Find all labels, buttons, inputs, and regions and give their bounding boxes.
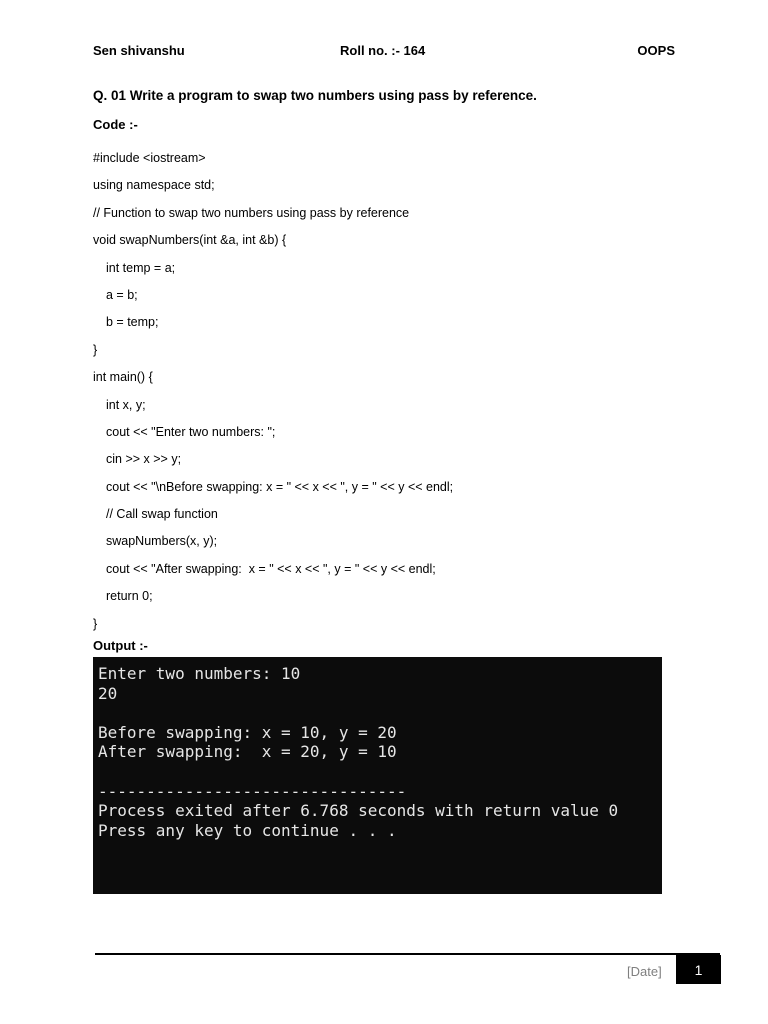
console-output-window (93, 657, 662, 894)
code-line: b = temp; (106, 315, 159, 330)
console-line: 20 (98, 683, 118, 703)
console-line: After swapping: x = 20, y = 10 (98, 742, 397, 762)
console-line: Process exited after 6.768 seconds with return value 0 (98, 801, 619, 821)
console-line: Press any key to continue . . . (98, 820, 397, 840)
page-header (93, 43, 675, 61)
code-line: } (93, 342, 98, 357)
code-line: int main() { (93, 370, 153, 385)
console-line: Before swapping: x = 10, y = 20 (98, 722, 397, 742)
output-label: Output :- (93, 638, 148, 653)
footer-divider (95, 953, 720, 955)
code-line: // Function to swap two numbers using pass by reference (93, 205, 410, 220)
author-name: Sen shivanshu (93, 43, 185, 58)
code-line: // Call swap function (106, 507, 218, 522)
console-line: Enter two numbers: 10 (98, 664, 301, 683)
code-line: #include <iostream> (93, 151, 206, 165)
code-line: cin >> x >> y; (106, 452, 182, 467)
code-line: int temp = a; (106, 260, 176, 275)
question-title: Q. 01 Write a program to swap two numbers using pass by reference. (93, 88, 537, 103)
code-line: int x, y; (106, 397, 146, 412)
code-label: Code :- (93, 117, 138, 132)
roll-number: Roll no. :- 164 (340, 43, 426, 58)
code-line: swapNumbers(x, y); (106, 534, 218, 549)
console-line: -------------------------------- (98, 781, 407, 801)
code-line: cout << "Enter two numbers: "; (106, 424, 276, 439)
code-line: cout << "After swapping: x = " << x << ", y = " << y << endl; (106, 561, 436, 576)
code-block (93, 145, 693, 638)
page-number-box (676, 955, 721, 984)
code-line: return 0; (106, 589, 153, 604)
code-line: using namespace std; (93, 178, 215, 193)
subject-name: OOPS (637, 43, 675, 58)
console-line (98, 703, 657, 723)
code-line: cout << "\nBefore swapping: x = " << x << ", y = " << y << endl; (106, 479, 454, 494)
code-line: void swapNumbers(int &a, int &b) { (93, 233, 287, 248)
page-number: 1 (694, 961, 703, 978)
code-line: } (93, 616, 98, 631)
footer-date: [Date] (627, 964, 662, 979)
code-line: a = b; (106, 287, 138, 302)
console-line (98, 762, 657, 782)
